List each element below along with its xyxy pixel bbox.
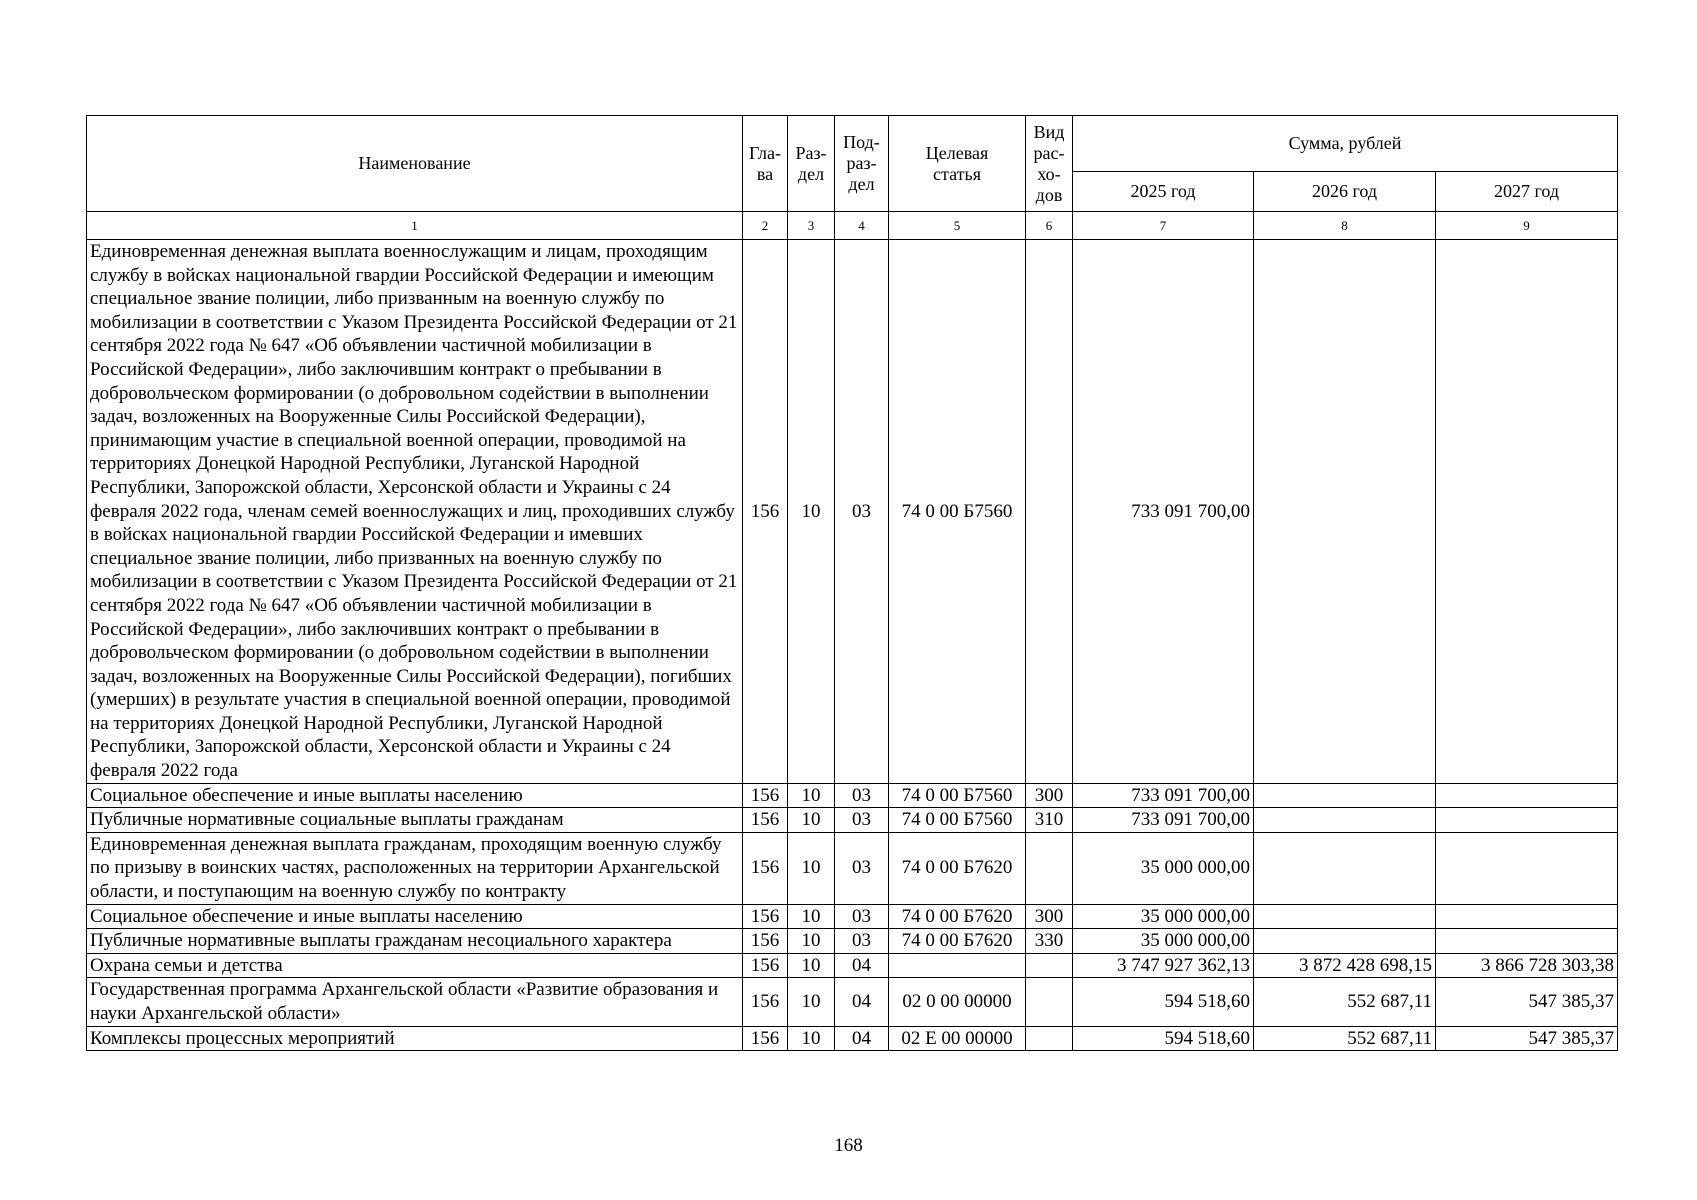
row-razdel: 10: [788, 240, 835, 784]
column-number: 1: [87, 212, 743, 240]
row-glava: 156: [743, 240, 788, 784]
row-podrazdel: 04: [835, 978, 889, 1026]
row-2026: 3 872 428 698,15: [1254, 953, 1436, 978]
row-vid: 300: [1026, 904, 1073, 929]
row-2026: 552 687,11: [1254, 978, 1436, 1026]
header-2025: 2025 год: [1073, 172, 1254, 212]
row-2026: [1254, 832, 1436, 904]
row-name: Социальное обеспечение и иные выплаты населению: [87, 783, 743, 808]
row-celevaya: 02 Е 00 00000: [889, 1026, 1026, 1051]
row-celevaya: [889, 953, 1026, 978]
row-podrazdel: 04: [835, 1026, 889, 1051]
header-2026: 2026 год: [1254, 172, 1436, 212]
column-number: 6: [1026, 212, 1073, 240]
row-2026: [1254, 240, 1436, 784]
row-podrazdel: 03: [835, 904, 889, 929]
row-2027: [1436, 783, 1618, 808]
row-vid: [1026, 832, 1073, 904]
row-vid: 300: [1026, 783, 1073, 808]
row-glava: 156: [743, 808, 788, 833]
table-row: [87, 808, 1618, 833]
row-2026: [1254, 808, 1436, 833]
row-celevaya: 02 0 00 00000: [889, 978, 1026, 1026]
row-2025: 733 091 700,00: [1073, 240, 1254, 784]
row-2026: 552 687,11: [1254, 1026, 1436, 1051]
row-2027: 547 385,37: [1436, 1026, 1618, 1051]
column-number: 3: [788, 212, 835, 240]
column-numbers-row: [87, 212, 1618, 240]
row-name: Публичные нормативные социальные выплаты гражданам: [87, 808, 743, 833]
table-body: [87, 240, 1618, 1051]
row-name: Единовременная денежная выплата военнослужащим и лицам, проходящим службу в войсках национальной гвардии Российской Федерации и имеющим специальное звание полиции, либо призванным на военную службу по мобилизации в соответствии с Указом Президента Российской Федерации от 21 сентября 2022 года № 647 «Об объявлении частичной мобилизации в Российской Федерации», либо заключившим контракт о пребывании в добровольческом формировании (о добровольном содействии в выполнении задач, возложенных на Вооруженные Силы Российской Федерации), принимающим участие в специальной военной операции, проводимой на территориях Донецкой Народной Республики, Луганской Народной Республики, Запорожской области, Херсонской области и Украины с 24 февраля 2022 года, членам семей военнослужащих и лиц, проходивших службу в войсках национальной гвардии Российской Федерации и имевших специальное звание полиции, либо призванных на военную службу по мобилизации в соответствии с Указом Президента Российской Федерации от 21 сентября 2022 года № 647 «Об объявлении частичной мобилизации в Российской Федерации», либо заключивших контракт о пребывании в добровольческом формировании (о добровольном содействии в выполнении задач, возложенных на Вооруженные Силы Российской Федерации), погибших (умерших) в результате участия в специальной военной операции, проводимой на территориях Донецкой Народной Республики, Луганской Народной Республики, Запорожской области, Херсонской области и Украины с 24 февраля 2022 года: [87, 240, 743, 784]
row-2027: [1436, 240, 1618, 784]
row-name: Комплексы процессных мероприятий: [87, 1026, 743, 1051]
row-glava: 156: [743, 904, 788, 929]
row-2025: 35 000 000,00: [1073, 832, 1254, 904]
row-razdel: 10: [788, 783, 835, 808]
row-podrazdel: 04: [835, 953, 889, 978]
row-celevaya: 74 0 00 Б7620: [889, 904, 1026, 929]
header-razdel: Раз- дел: [788, 116, 835, 212]
row-podrazdel: 03: [835, 808, 889, 833]
header-podrazdel: Под- раз- дел: [835, 116, 889, 212]
row-glava: 156: [743, 783, 788, 808]
row-2025: 733 091 700,00: [1073, 783, 1254, 808]
row-name: Социальное обеспечение и иные выплаты населению: [87, 904, 743, 929]
table-row: [87, 240, 1618, 784]
row-vid: 310: [1026, 808, 1073, 833]
page-number: 168: [834, 1135, 863, 1156]
row-glava: 156: [743, 832, 788, 904]
row-name: Публичные нормативные выплаты гражданам несоциального характера: [87, 929, 743, 954]
row-vid: [1026, 240, 1073, 784]
table-row: [87, 904, 1618, 929]
row-2027: [1436, 832, 1618, 904]
column-number: 5: [889, 212, 1026, 240]
budget-table: [86, 115, 1618, 1051]
table-row: [87, 978, 1618, 1026]
column-number: 2: [743, 212, 788, 240]
row-2025: 733 091 700,00: [1073, 808, 1254, 833]
column-number: 8: [1254, 212, 1436, 240]
table-header: [87, 116, 1618, 240]
row-podrazdel: 03: [835, 929, 889, 954]
table-row: [87, 783, 1618, 808]
row-celevaya: 74 0 00 Б7620: [889, 929, 1026, 954]
row-podrazdel: 03: [835, 783, 889, 808]
row-2025: 35 000 000,00: [1073, 929, 1254, 954]
table-row: [87, 953, 1618, 978]
row-celevaya: 74 0 00 Б7560: [889, 808, 1026, 833]
row-glava: 156: [743, 929, 788, 954]
row-2027: [1436, 904, 1618, 929]
header-2027: 2027 год: [1436, 172, 1618, 212]
row-glava: 156: [743, 978, 788, 1026]
row-razdel: 10: [788, 904, 835, 929]
row-2025: 3 747 927 362,13: [1073, 953, 1254, 978]
table-row: [87, 929, 1618, 954]
row-name: Единовременная денежная выплата гражданам, проходящим военную службу по призыву в воинских частях, расположенных на территории Архангельской области, и поступающим на военную службу по контракту: [87, 832, 743, 904]
row-2026: [1254, 904, 1436, 929]
column-number: 9: [1436, 212, 1618, 240]
header-celevaya: Целевая статья: [889, 116, 1026, 212]
row-name: Государственная программа Архангельской области «Развитие образования и науки Архангельской области»: [87, 978, 743, 1026]
row-podrazdel: 03: [835, 240, 889, 784]
row-vid: [1026, 1026, 1073, 1051]
row-2027: [1436, 929, 1618, 954]
row-razdel: 10: [788, 978, 835, 1026]
row-razdel: 10: [788, 1026, 835, 1051]
row-celevaya: 74 0 00 Б7620: [889, 832, 1026, 904]
header-glava: Гла- ва: [743, 116, 788, 212]
row-glava: 156: [743, 953, 788, 978]
row-2025: 35 000 000,00: [1073, 904, 1254, 929]
row-2026: [1254, 929, 1436, 954]
row-2025: 594 518,60: [1073, 978, 1254, 1026]
row-razdel: 10: [788, 929, 835, 954]
row-vid: [1026, 978, 1073, 1026]
row-2027: 547 385,37: [1436, 978, 1618, 1026]
row-vid: [1026, 953, 1073, 978]
row-razdel: 10: [788, 832, 835, 904]
column-number: 7: [1073, 212, 1254, 240]
row-vid: 330: [1026, 929, 1073, 954]
row-razdel: 10: [788, 953, 835, 978]
row-2026: [1254, 783, 1436, 808]
row-razdel: 10: [788, 808, 835, 833]
table-row: [87, 832, 1618, 904]
column-number: 4: [835, 212, 889, 240]
header-summa: Сумма, рублей: [1073, 116, 1618, 172]
row-name: Охрана семьи и детства: [87, 953, 743, 978]
row-glava: 156: [743, 1026, 788, 1051]
row-2025: 594 518,60: [1073, 1026, 1254, 1051]
row-celevaya: 74 0 00 Б7560: [889, 240, 1026, 784]
row-celevaya: 74 0 00 Б7560: [889, 783, 1026, 808]
header-name: Наименование: [87, 116, 743, 212]
header-vid: Вид рас- хо- дов: [1026, 116, 1073, 212]
row-2027: 3 866 728 303,38: [1436, 953, 1618, 978]
row-2027: [1436, 808, 1618, 833]
row-podrazdel: 03: [835, 832, 889, 904]
table-row: [87, 1026, 1618, 1051]
